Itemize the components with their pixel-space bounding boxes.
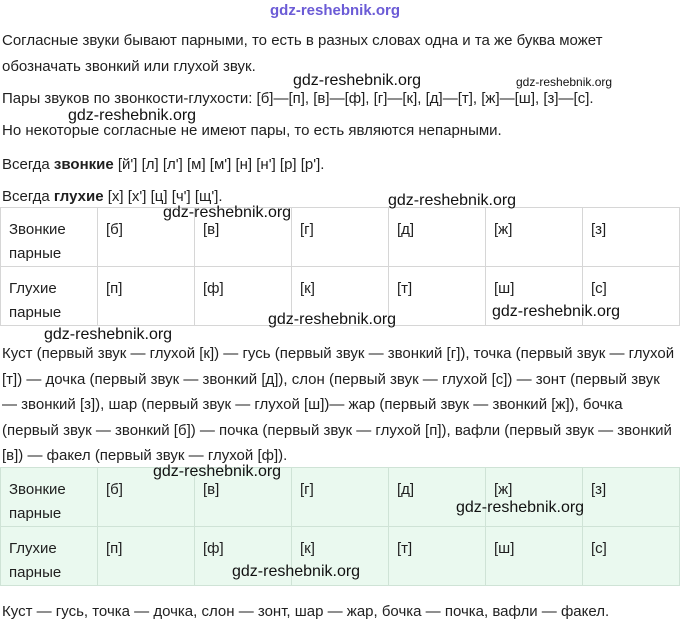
table-cell: [с]	[583, 527, 680, 586]
table-cell: [с]	[583, 267, 680, 326]
row-label: Глухие парные	[1, 267, 98, 326]
table-cell: [ш]	[486, 267, 583, 326]
table-cell: [ж]	[486, 468, 583, 527]
watermark: gdz-reshebnik.org	[153, 463, 282, 480]
answer-table	[0, 467, 680, 586]
table-row-voiced	[1, 208, 680, 267]
table-cell: [т]	[389, 527, 486, 586]
table-cell: [к]	[292, 527, 389, 586]
table-cell: [т]	[389, 267, 486, 326]
table-cell: [г]	[292, 468, 389, 527]
always-voiced-word: звонкие	[53, 156, 114, 173]
unpaired-text: Но некоторые согласные не имеют пары, то есть являются непарными.	[2, 122, 502, 139]
table-cell: [з]	[583, 208, 680, 267]
table-row-voiced	[1, 468, 680, 527]
table-cell: [д]	[389, 208, 486, 267]
table-cell: [г]	[292, 208, 389, 267]
table-cell: [б]	[98, 208, 195, 267]
always-voiceless-text	[2, 184, 223, 209]
watermark: gdz-reshebnik.org	[388, 192, 517, 209]
answer-line: Куст — гусь, точка — дочка, слон — зонт, шар — жар, бочка — почка, вафли — факел.	[2, 603, 610, 620]
always-voiced-text	[2, 152, 324, 177]
always-voiceless-word: глухие	[53, 188, 104, 205]
table-cell: [з]	[583, 468, 680, 527]
row-label: Звонкие парные	[1, 468, 98, 527]
table-row-voiceless	[1, 267, 680, 326]
table-cell: [д]	[389, 468, 486, 527]
consonant-pairs-table	[0, 207, 680, 326]
table-row-voiceless	[1, 527, 680, 586]
table-cell: [ж]	[486, 208, 583, 267]
row-label: Глухие парные	[1, 527, 98, 586]
table-cell: [б]	[98, 468, 195, 527]
intro-line-1: Согласные звуки бывают парными, то есть в разных словах одна и та же буква может	[2, 32, 603, 49]
watermark: gdz-reshebnik.org	[516, 75, 613, 89]
always-voiceless-prefix: Всегда	[2, 188, 54, 205]
watermark: gdz-reshebnik.org	[232, 563, 361, 580]
intro-line-2: обозначать звонкий или глухой звук.	[2, 58, 256, 75]
watermark: gdz-reshebnik.org	[456, 499, 585, 516]
examples-paragraph: Куст (первый звук — глухой [к]) — гусь (первый звук — звонкий [г]), точка (первый звук — глухой [т]) — дочка (первый звук — звонкий [д]), слон (первый звук — глухой [с]) — зонт (первый звук — звонкий [з]), шар (первый звук — глухой [ш])— жар (первый звук — звонкий [ж]), бочка (первый звук — звонкий [б]) — почка (первый звук — глухой [п]), вафли (первый звук — звонкий [в]) — факел (первый звук — глухой [ф]).	[2, 345, 675, 464]
always-voiced-prefix: Всегда	[2, 156, 54, 173]
watermark: gdz-reshebnik.org	[44, 326, 173, 343]
always-voiced-list: [й'] [л] [л'] [м] [м'] [н] [н'] [р] [р'].	[113, 156, 325, 173]
table-cell: [в]	[195, 468, 292, 527]
table-cell: [ф]	[195, 527, 292, 586]
pairs-text: Пары звуков по звонкости-глухости: [б]—[п], [в]—[ф], [г]—[к], [д]—[т], [ж]—[ш], [з]—[с].	[2, 90, 594, 107]
table-cell: [п]	[98, 267, 195, 326]
row-label: Звонкие парные	[1, 208, 98, 267]
watermark-top: gdz-reshebnik.org	[270, 2, 401, 19]
table-cell: [к]	[292, 267, 389, 326]
watermark: gdz-reshebnik.org	[163, 204, 292, 221]
watermark: gdz-reshebnik.org	[293, 72, 422, 89]
always-voiceless-list: [х] [х'] [ц] [ч'] [щ'].	[103, 188, 223, 205]
watermark: gdz-reshebnik.org	[68, 107, 197, 124]
table-cell: [в]	[195, 208, 292, 267]
table-cell: [ш]	[486, 527, 583, 586]
table-cell: [ф]	[195, 267, 292, 326]
watermark: gdz-reshebnik.org	[492, 303, 621, 320]
watermark: gdz-reshebnik.org	[268, 311, 397, 328]
table-cell: [п]	[98, 527, 195, 586]
